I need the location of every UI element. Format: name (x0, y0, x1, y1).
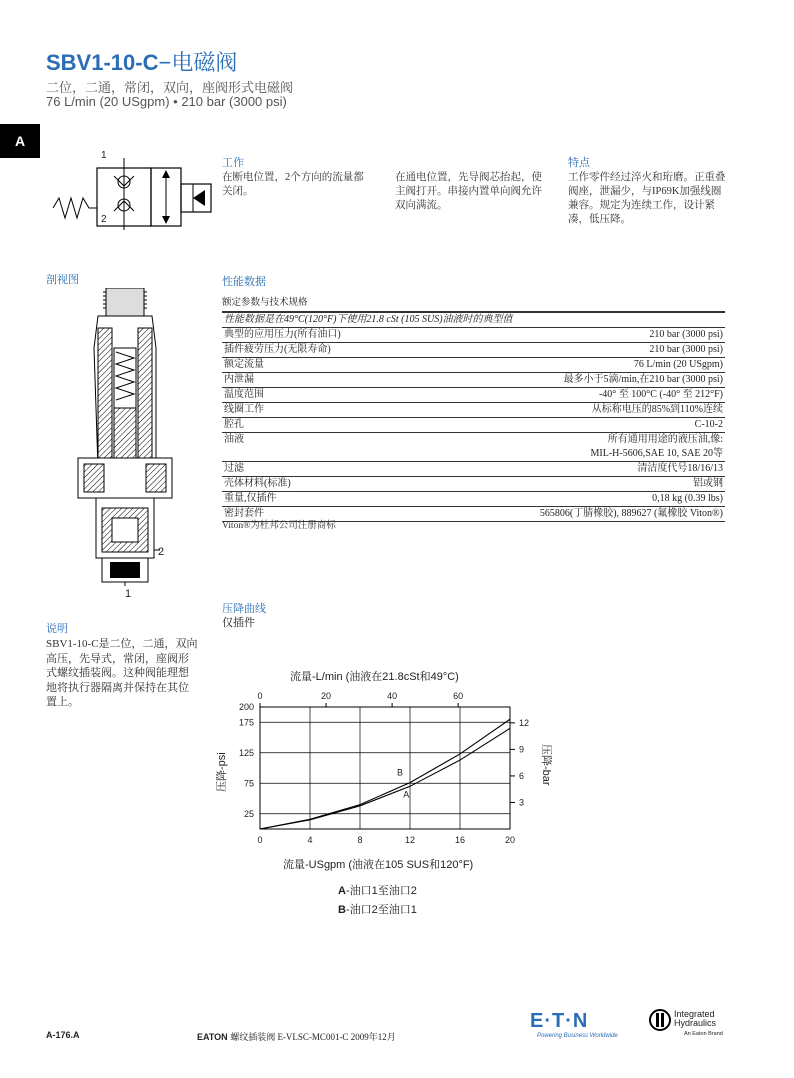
y-right-tick-label: 3 (519, 797, 525, 808)
spec-value: C-10-2 (419, 418, 725, 433)
spec-label: 腔孔 (222, 418, 419, 433)
table-row (222, 388, 725, 403)
eaton-tagline: Powering Business Worldwide (537, 1033, 618, 1039)
spec-value: 最多小于5滴/min,在210 bar (3000 psi) (419, 373, 725, 388)
legend-b: B-油口2至油口1 (338, 904, 417, 916)
performance-heading: 性能数据 (222, 276, 266, 288)
y-left-tick-label: 200 (238, 702, 254, 712)
spec-value: 565806(丁腈橡胶), 889627 (氟橡胶 Viton®) (419, 507, 725, 522)
y-right-tick-label: 9 (519, 744, 525, 755)
spec-label: 油液 (222, 433, 419, 462)
table-row (222, 328, 725, 343)
spec-label: 插件疲劳压力(无限寿命) (222, 343, 419, 358)
table-row (222, 462, 725, 477)
x-tick-label: 20 (504, 835, 516, 845)
spec-table (222, 311, 725, 522)
port-1-label: 1 (101, 150, 107, 161)
spec-value: 清洁度代号18/16/13 (419, 462, 725, 477)
spec-label: 壳体材料(标准) (222, 477, 419, 492)
spec-value: 76 L/min (20 USgpm) (419, 358, 725, 373)
spec-label: 温度范围 (222, 388, 419, 403)
operation-text-1: 在断电位置，2个方向的流量都关闭。 (222, 172, 364, 197)
description-text: SBV1-10-C是二位，二通，双向高压，先导式，常闭，座阀形式螺纹插装阀。这种阀能理想地将执行器隔离并保持在其位置上。 (46, 638, 198, 708)
hydraulic-symbol (45, 150, 215, 230)
chart-top-axis-label: 流量-L/min (油液在21.8cSt和49°C) (290, 671, 459, 683)
pressure-drop-chart (230, 685, 550, 855)
spec-label: 线圈工作 (222, 403, 419, 418)
spec-value: 210 bar (3000 psi) (419, 343, 725, 358)
plot-frame (260, 707, 510, 829)
spec-label: 典型的应用压力(所有油口) (222, 328, 419, 343)
x-top-tick-label: 0 (257, 691, 263, 701)
table-row (222, 492, 725, 507)
y-left-tick-label: 75 (243, 778, 254, 789)
table-row (222, 477, 725, 492)
spec-value: -40° 至 100°C (-40° 至 212°F) (419, 388, 725, 403)
table-title: 额定参数与技术规格 (222, 297, 308, 308)
table-row (222, 358, 725, 373)
ratings: 76 L/min (20 USgpm) • 210 bar (3000 psi) (46, 94, 287, 109)
table-note: 性能数据是在49°C(120°F)下使用21.8 cSt (105 SUS)油液时的典型值 (222, 312, 725, 328)
series-label-B: B (396, 767, 404, 778)
description-heading: 说明 (46, 623, 68, 635)
cutaway-port-1: 1 (125, 588, 132, 600)
chart-left-axis-label: 压降-psi (216, 752, 228, 792)
page-number: A-176.A (46, 1030, 80, 1040)
x-tick-label: 12 (404, 835, 416, 845)
spec-value: 210 bar (3000 psi) (419, 328, 725, 343)
features-heading: 特点 (568, 157, 590, 169)
an-eaton-brand: An Eaton Brand (684, 1031, 723, 1037)
section-tab: A (0, 124, 40, 158)
port-2-label: 2 (101, 214, 107, 225)
legend-a: A-油口1至油口2 (338, 885, 417, 897)
spec-value: 从标称电压的85%到110%连续 (419, 403, 725, 418)
table-footnote: Viton®为杜邦公司注册商标 (222, 521, 336, 531)
y-left-tick-label: 25 (243, 808, 254, 819)
cutaway-drawing (70, 288, 180, 586)
y-right-tick-label: 12 (519, 717, 530, 728)
spec-label: 过滤 (222, 462, 419, 477)
table-row (222, 403, 725, 418)
chart-title: 压降曲线 (222, 603, 266, 615)
spec-value: 所有通用用途的液压油,像: MIL-H-5606,SAE 10, SAE 20等 (419, 433, 725, 462)
operation-text-2: 在通电位置，先导阀芯抬起，使主阀打开。串接内置单向阀允许双向满流。 (395, 172, 542, 211)
cutaway-heading: 剖视图 (46, 274, 79, 286)
chart-right-axis-label: 压降-bar (540, 744, 552, 786)
cutaway-port-2: 2 (158, 546, 165, 558)
chart-subtitle: 仅插件 (222, 617, 255, 629)
integrated-hydraulics-text: Integrated Hydraulics (674, 1009, 717, 1028)
table-row (222, 418, 725, 433)
series-label-A: A (403, 789, 410, 800)
series-line-B (260, 719, 510, 829)
x-top-tick-label: 60 (453, 691, 464, 701)
operation-heading: 工作 (222, 157, 244, 169)
x-tick-label: 16 (454, 835, 466, 845)
y-right-tick-label: 6 (519, 770, 525, 781)
table-row (222, 343, 725, 358)
eaton-logo: E·T·N (530, 1010, 589, 1032)
spec-value: 0,18 kg (0.39 lbs) (419, 492, 725, 507)
subtitle: 二位，二通，常闭，双向，座阀形式电磁阀 (46, 80, 294, 95)
spec-label: 额定流量 (222, 358, 419, 373)
table-row (222, 373, 725, 388)
spec-value: 铝或钢 (419, 477, 725, 492)
spec-label: 内泄漏 (222, 373, 419, 388)
spec-label: 密封套件 (222, 507, 419, 522)
table-row (222, 433, 725, 462)
chart-bottom-axis-label: 流量-USgpm (油液在105 SUS和120°F) (283, 859, 474, 871)
x-tick-label: 0 (257, 835, 263, 845)
x-tick-label: 8 (357, 835, 363, 845)
features-text: 工作零件经过淬火和珩磨。正重叠阀座，泄漏少，与IP69K加强线圈兼容。规定为连续工作，设计紧凑，低压降。 (568, 172, 726, 225)
spec-label: 重量,仅插件 (222, 492, 419, 507)
x-tick-label: 4 (307, 835, 313, 845)
y-left-tick-label: 175 (238, 717, 254, 728)
page-title: SBV1-10-C−电磁阀 (46, 50, 238, 75)
integrated-hydraulics-logo-icon (648, 1008, 672, 1032)
footer-doc: EATON 螺纹插装阀 E-VLSC-MC001-C 2009年12月 (197, 1032, 396, 1042)
y-left-tick-label: 125 (238, 747, 254, 758)
x-top-tick-label: 40 (387, 691, 398, 701)
x-top-tick-label: 20 (321, 691, 332, 701)
